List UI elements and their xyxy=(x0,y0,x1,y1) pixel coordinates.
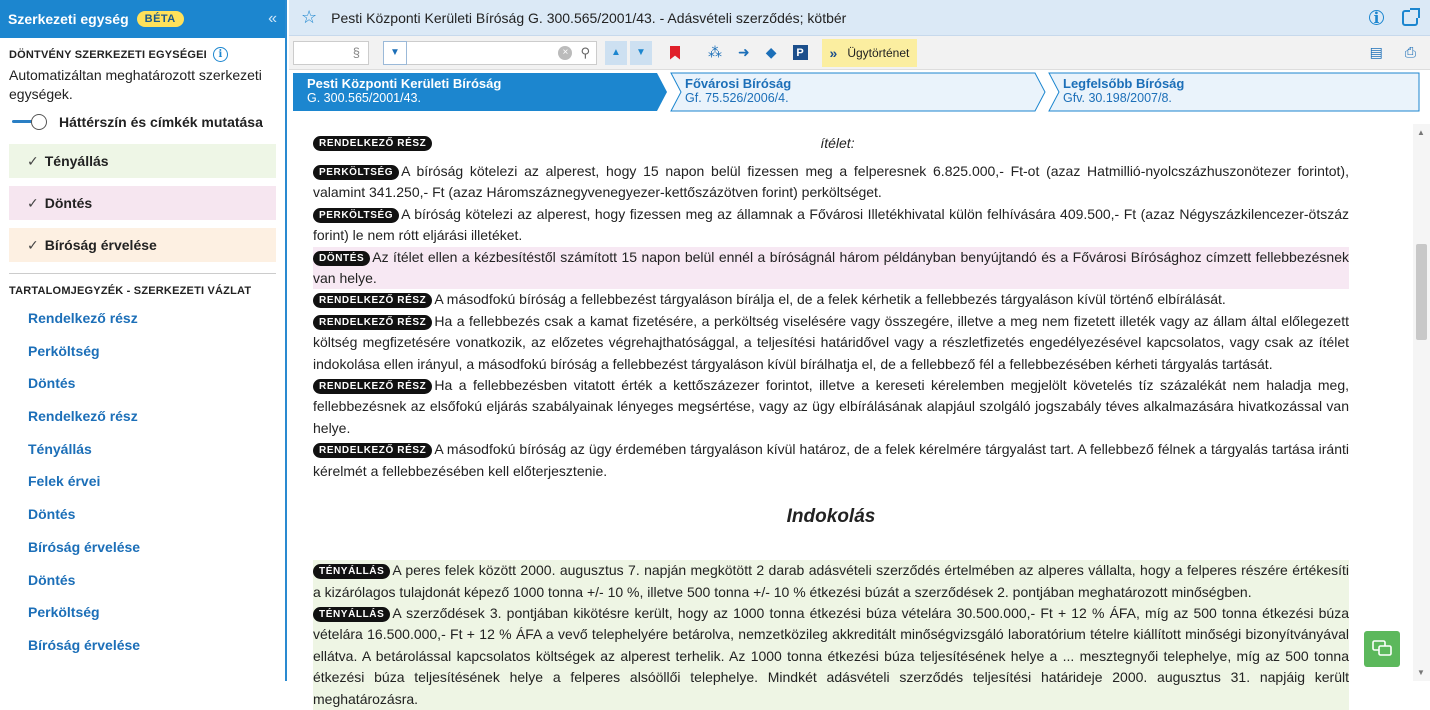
chat-button[interactable] xyxy=(1364,631,1400,667)
next-match-button[interactable]: ▼ xyxy=(630,41,652,65)
paragraph-text: Ha a fellebbezésben vitatott érték a kettőszázezer forintot, illetve a kereseti kérelemben megjelölt követelés tíz százalékát nem haladja meg, fellebbezésnek az elsőfokú eljárás szabályainak lényeges megsértése, vagy az ügy elbírálásának alapjául szolgáló jogszabály téves alkalmazására hivatkozással van helye. xyxy=(313,377,1349,436)
highlight-toggle[interactable] xyxy=(9,114,47,130)
toc-item[interactable]: Döntés xyxy=(28,571,76,588)
chain-case: G. 300.565/2001/43. xyxy=(307,91,421,105)
scroll-down-icon[interactable]: ▼ xyxy=(1417,668,1425,677)
highlight-toggle-row xyxy=(9,114,276,130)
structure-description: Automatizáltan meghatározott szerkezeti egységek. xyxy=(9,67,262,102)
paragraph xyxy=(313,439,1349,482)
paragraph-text: Az ítélet ellen a kézbesítéstől számított 15 napon belül ennél a bíróságnál három példányban benyújtandó és a Fővárosi Bírósághoz címzett fellebbezésnek van helye. xyxy=(313,248,1349,287)
toc-item[interactable]: Döntés xyxy=(28,375,76,392)
toc-item[interactable]: Perköltség xyxy=(28,604,100,621)
open-external-icon[interactable] xyxy=(1402,10,1418,26)
paragraph xyxy=(313,375,1349,439)
export-icon[interactable]: ➜ xyxy=(738,44,750,60)
paragraph xyxy=(313,289,1349,310)
clear-icon[interactable]: × xyxy=(558,46,572,60)
section-tag: PERKÖLTSÉG xyxy=(313,165,399,180)
search-input[interactable] xyxy=(407,41,597,65)
toc-item[interactable]: Tényállás xyxy=(28,440,92,457)
toc-item[interactable]: Rendelkező rész xyxy=(28,310,138,326)
structure-section-heading xyxy=(9,47,276,62)
beta-badge: BÉTA xyxy=(137,11,184,27)
chain-court: Pesti Központi Kerületi Bíróság xyxy=(307,76,502,91)
network-icon[interactable]: ⁂ xyxy=(708,44,722,60)
toc-item[interactable]: Döntés xyxy=(28,506,76,523)
highlight-toggle-label: Háttérszín és címkék mutatása xyxy=(59,114,263,130)
star-icon[interactable]: ☆ xyxy=(301,7,318,27)
info-icon[interactable]: i xyxy=(1369,10,1384,25)
category-dontes[interactable] xyxy=(9,186,276,220)
checkmark-icon: ✓ xyxy=(27,194,39,211)
paragraph xyxy=(313,161,1349,204)
section-tag: RENDELKEZŐ RÉSZ xyxy=(313,379,432,394)
section-tag: TÉNYÁLLÁS xyxy=(313,564,390,579)
section-heading-label: DÖNTVÉNY SZERKEZETI EGYSÉGEI xyxy=(9,48,207,61)
scroll-thumb[interactable] xyxy=(1416,244,1427,340)
document-title: Pesti Központi Kerületi Bíróság G. 300.565/2001/43. - Adásvételi szerződés; kötbér xyxy=(331,9,847,26)
document-pane xyxy=(289,0,1430,707)
checkmark-icon: ✓ xyxy=(27,152,39,169)
search-icon[interactable]: ⚲ xyxy=(580,44,590,60)
toc-list xyxy=(9,309,276,669)
case-chain xyxy=(289,72,1430,114)
section-tag: DÖNTÉS xyxy=(313,251,370,266)
section-tag: RENDELKEZŐ RÉSZ xyxy=(313,293,432,308)
section-tag: RENDELKEZŐ RÉSZ xyxy=(313,443,432,458)
toc-item[interactable]: Bíróság érvelése xyxy=(28,538,141,555)
verdict-line xyxy=(313,132,1349,154)
collapse-sidebar-icon[interactable]: « xyxy=(268,10,277,27)
chat-icon xyxy=(1372,640,1392,658)
double-chevron-icon: » xyxy=(829,44,838,61)
sidebar-header xyxy=(0,0,285,38)
scroll-up-icon[interactable]: ▲ xyxy=(1417,128,1425,137)
paragraph-tenyallas xyxy=(313,603,1349,710)
section-tag: TÉNYÁLLÁS xyxy=(313,607,390,622)
chain-step-second-instance[interactable] xyxy=(671,72,791,112)
category-birosag-ervelese[interactable] xyxy=(9,228,276,262)
sidebar-title: Szerkezeti egység xyxy=(8,11,129,27)
paragraph-symbol: § xyxy=(352,45,360,60)
paragraph-text: A szerződések 3. pontjában kikötésre került, hogy az 1000 tonna étkezési búza vételára 30.500.000,- Ft + 12 % ÁFA, míg az 500 tonna étkezési búza vételára 16.500.000,- Ft + 12 % ÁFA a vevő telephelyére betárolva, nemzetközileg akkreditált minőségvizsgáló laboratórium tételre kiállított minőségi bizonyítványával ellátva. A betárolással kapcsolatos költségek az alperest terhelik. Az 1000 tonna étkezési búza teljesítésének helye a ... mesztegnyői telephelye, míg az 500 tonna étkezési búza teljesítésének helye a felperes alsóöllői telephelye. Mindkét adásvételi szerződés teljesítési határideje 2000. augusztus 31. napjáig került meghatározásra. xyxy=(313,604,1349,707)
section-tag: RENDELKEZŐ RÉSZ xyxy=(313,136,432,151)
structure-sidebar xyxy=(0,0,287,681)
section-tag: PERKÖLTSÉG xyxy=(313,208,399,223)
section-heading: Indokolás xyxy=(786,506,876,528)
tags-icon[interactable]: ◆ xyxy=(765,44,777,60)
chain-court: Fővárosi Bíróság xyxy=(685,76,792,91)
paragraph-text: A bíróság kötelezi az alperest, hogy 15 napon belül fizessen meg a felperesnek 6.825.000,- Ft-ot (azaz Hatmillió-nyolcszázhuszonötezer forintot), valamint 341.250,- Ft (azaz Háromszáznegyvenegyezer-kettőszázötven forint) perköltséget. xyxy=(313,163,1349,201)
chain-step-supreme[interactable] xyxy=(1049,72,1184,112)
paragraph-text: A bíróság kötelezi az alperest, hogy fizessen meg az államnak a Fővárosi Illetékhivatal külön felhívására 409.500,- Ft (azaz Négyszázkilencezer-ötszáz forint) le nem rótt eljárási illetéket. xyxy=(313,205,1349,244)
document-icon[interactable]: ▤ xyxy=(1369,44,1383,60)
info-icon[interactable]: i xyxy=(213,47,228,62)
verdict-word: ítélet: xyxy=(820,135,855,151)
print-icon[interactable]: ⎙ xyxy=(1404,44,1416,60)
paragraph-dontes xyxy=(313,247,1349,290)
paragraph-text: Ha a fellebbezés csak a kamat fizetésére, a perköltség viselésére vagy összegére, illetve a meg nem fizetett illeték vagy az állam által előlegezett költség megfizetésére vonatkozik, az előzetes végrehajthatósággal, a teljesítési határidővel vagy a részletfizetés engedélyezésével kapcsolatos, vagy csak az ítélet indokolása ellen irányul, a másodfokú bíróság a fellebbezést tárgyaláson kívül bírálhatja el, de a fellebbező fél a fellebbezésében kérheti tárgyalás tartását. xyxy=(313,312,1349,372)
checkmark-icon: ✓ xyxy=(27,236,39,253)
section-tag: RENDELKEZŐ RÉSZ xyxy=(313,315,432,330)
chain-case: Gf. 75.526/2006/4. xyxy=(685,91,789,105)
paragraph-text: A másodfokú bíróság az ügy érdemében tárgyaláson kívül határoz, de a felek kérelmére tárgyalást tart. A fellebbező félnek a tárgyalás tartása iránti kérelmét a fellebbezésében kell előterjesztenie. xyxy=(313,441,1349,479)
chain-step-first-instance[interactable] xyxy=(293,72,501,112)
paragraph-text: A peres felek között 2000. augusztus 7. napján megkötött 2 darab adásvételi szerződés értelmében az alperes vállalta, hogy a felperes részére értékesíti a kizárólagos tulajdonát képező 1000 tonna +/- 10 %, illetve 500 tonna +/- 10 % étkezési búzát a szerződések 2. pontjában meghatározott minőségben. xyxy=(313,562,1349,600)
case-history-button[interactable] xyxy=(822,39,918,67)
toc-item[interactable]: Felek érvei xyxy=(28,473,101,490)
paragraph-text: A másodfokú bíróság a fellebbezést tárgyaláson bírálja el, de a felek kérhetik a fellebbezés tárgyaláson kívül történő elbírálását. xyxy=(434,291,1226,308)
bookmark-icon[interactable] xyxy=(670,46,680,60)
toc-item[interactable]: Rendelkező rész xyxy=(28,408,138,425)
paragraph-input[interactable] xyxy=(293,41,369,65)
parking-p-icon[interactable]: P xyxy=(793,45,808,60)
category-tenyallas[interactable] xyxy=(9,144,276,178)
toc-heading: TARTALOMJEGYZÉK - SZERKEZETI VÁZLAT xyxy=(9,285,252,297)
document-scrollbar[interactable] xyxy=(1413,124,1430,681)
category-label: Döntés xyxy=(44,195,93,211)
toc-item[interactable]: Perköltség xyxy=(28,342,100,359)
search-scope-dropdown[interactable]: ▼ xyxy=(383,41,407,65)
document-body xyxy=(289,124,1413,707)
document-titlebar xyxy=(289,0,1430,36)
divider xyxy=(9,273,276,274)
case-history-label: Ügytörténet xyxy=(847,45,910,60)
paragraph-tenyallas xyxy=(313,560,1349,603)
paragraph xyxy=(313,204,1349,247)
document-toolbar xyxy=(289,36,1430,70)
toc-item[interactable]: Bíróság érvelése xyxy=(28,636,141,653)
category-label: Bíróság érvelése xyxy=(44,237,157,253)
paragraph xyxy=(313,311,1349,375)
chain-case: Gfv. 30.198/2007/8. xyxy=(1063,91,1172,105)
prev-match-button[interactable]: ▲ xyxy=(605,41,627,65)
category-label: Tényállás xyxy=(44,153,109,169)
chain-court: Legfelsőbb Bíróság xyxy=(1063,76,1185,91)
